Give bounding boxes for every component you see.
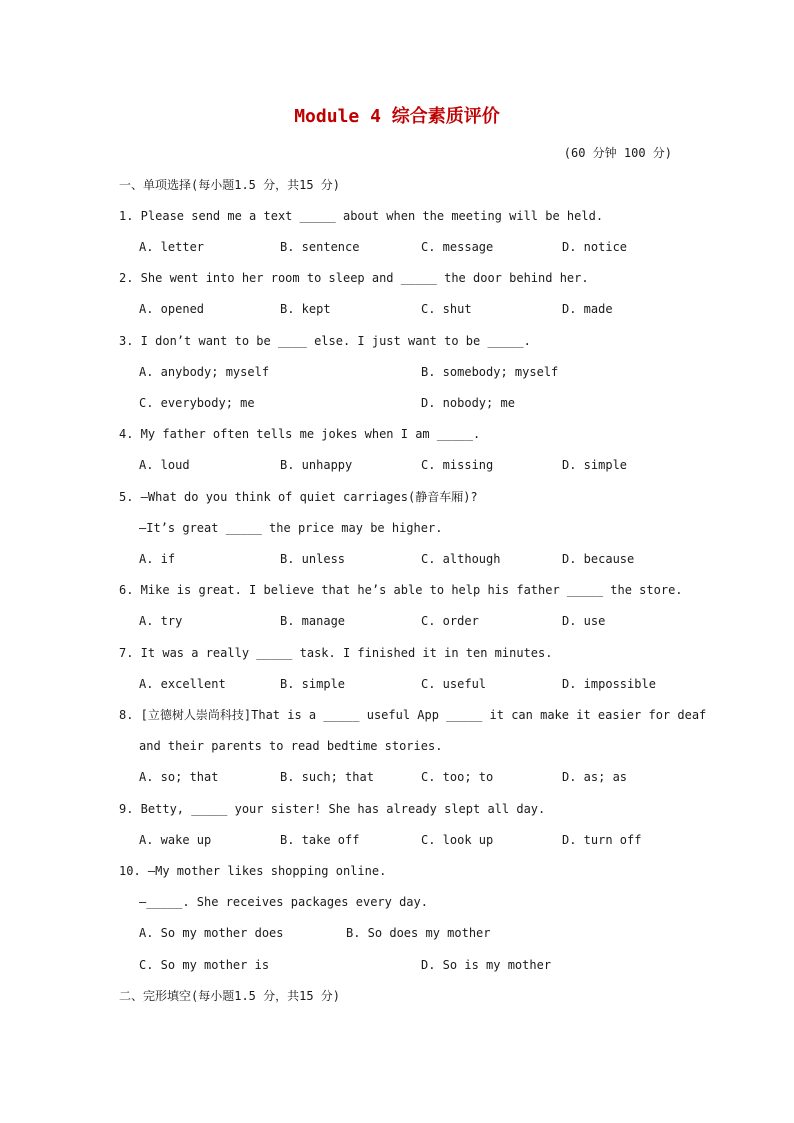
option-a: A. excellent (139, 677, 226, 691)
option-d: D. notice (562, 240, 628, 254)
option-d: D. turn off (562, 833, 642, 847)
option-a: A. try (139, 614, 183, 628)
option-c: C. missing (421, 458, 494, 472)
option-b: B. So does my mother (346, 926, 491, 940)
question-stem: 4. My father often tells me jokes when I am _____. (119, 427, 481, 441)
question-stem: 2. She went into her room to sleep and _____ the door behind her. (119, 271, 589, 285)
option-c: C. too; to (421, 770, 494, 784)
option-b: B. simple (280, 677, 346, 691)
option-b: B. unhappy (280, 458, 353, 472)
option-d: D. impossible (562, 677, 656, 691)
option-d: D. use (562, 614, 606, 628)
option-c: C. message (421, 240, 494, 254)
option-a: A. loud (139, 458, 190, 472)
option-d: D. because (562, 552, 635, 566)
option-b: B. unless (280, 552, 346, 566)
question-stem: 6. Mike is great. I believe that he’s able to help his father _____ the store. (119, 583, 683, 597)
option-b: B. kept (280, 302, 331, 316)
option-b: B. take off (280, 833, 360, 847)
question-stem-continued: —It’s great _____ the price may be higher. (139, 521, 443, 535)
option-d: D. So is my mother (421, 958, 552, 972)
option-a: A. if (139, 552, 176, 566)
option-a: A. letter (139, 240, 205, 254)
document-title: Module 4 综合素质评价 (294, 106, 500, 127)
option-c: C. look up (421, 833, 494, 847)
option-b: B. sentence (280, 240, 360, 254)
option-b: B. manage (280, 614, 346, 628)
question-stem: 3. I don’t want to be ____ else. I just want to be _____. (119, 334, 531, 348)
option-a: A. anybody; myself (139, 365, 270, 379)
question-stem: 7. It was a really _____ task. I finished it in ten minutes. (119, 646, 553, 660)
question-stem-continued: and their parents to read bedtime stories. (139, 739, 443, 753)
option-c: C. shut (421, 302, 472, 316)
section-heading-multiple-choice: 一、单项选择(每小题1.5 分，共15 分) (119, 178, 341, 192)
option-c: C. everybody; me (139, 396, 255, 410)
option-d: D. nobody; me (421, 396, 515, 410)
question-stem: 5. —What do you think of quiet carriages(静音车厢)? (119, 490, 478, 504)
option-d: D. made (562, 302, 613, 316)
option-a: A. so; that (139, 770, 219, 784)
option-c: C. although (421, 552, 501, 566)
question-stem: 1. Please send me a text _____ about when the meeting will be held. (119, 209, 604, 223)
option-a: A. So my mother does (139, 926, 284, 940)
time-score-info: (60 分钟 100 分) (563, 146, 672, 160)
question-stem: 8. [立德树人崇尚科技]That is a _____ useful App _____ it can make it easier for deaf (119, 708, 707, 722)
option-b: B. somebody; myself (421, 365, 559, 379)
question-stem: 10. —My mother likes shopping online. (119, 864, 387, 878)
question-stem-continued: —_____. She receives packages every day. (139, 895, 428, 909)
option-c: C. order (421, 614, 479, 628)
option-d: D. simple (562, 458, 628, 472)
option-a: A. opened (139, 302, 205, 316)
option-a: A. wake up (139, 833, 212, 847)
option-b: B. such; that (280, 770, 374, 784)
option-c: C. useful (421, 677, 487, 691)
section-heading-cloze: 二、完形填空(每小题1.5 分，共15 分) (119, 989, 341, 1003)
option-d: D. as; as (562, 770, 628, 784)
question-stem: 9. Betty, _____ your sister! She has already slept all day. (119, 802, 546, 816)
option-c: C. So my mother is (139, 958, 270, 972)
